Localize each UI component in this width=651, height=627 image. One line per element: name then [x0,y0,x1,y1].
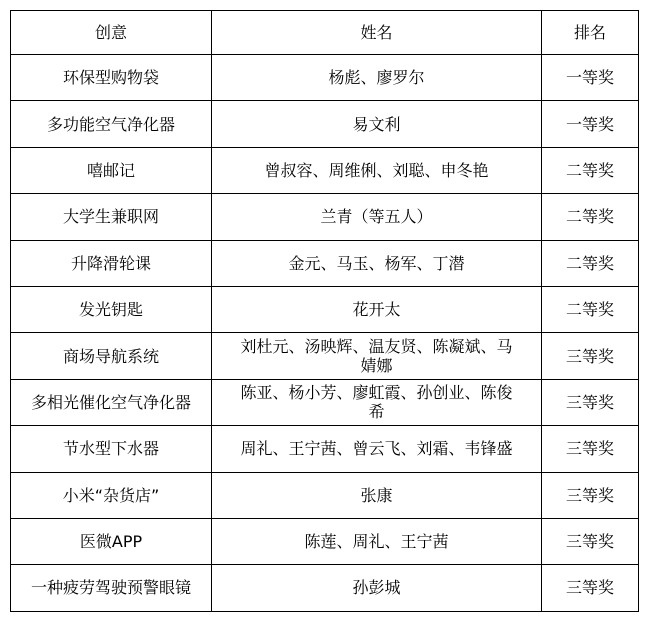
rank-cell: 二等奖 [542,147,639,193]
names-cell: 陈莲、周礼、王宁茜 [212,518,542,564]
rank-cell: 一等奖 [542,55,639,101]
rank-cell: 三等奖 [542,518,639,564]
table-row [11,426,639,472]
table-row [11,240,639,286]
idea-cell: 商场导航系统 [11,333,212,379]
table-row [11,147,639,193]
names-cell: 金元、马玉、杨军、丁潜 [212,240,542,286]
names-cell: 孙彭城 [212,565,542,611]
rank-cell: 三等奖 [542,565,639,611]
awards-table [10,10,639,612]
idea-cell: 一种疲劳驾驶预警眼镜 [11,565,212,611]
table-row [11,379,639,425]
idea-cell: 大学生兼职网 [11,194,212,240]
header-rank: 排名 [542,11,639,55]
table-row [11,101,639,147]
idea-cell: 升降滑轮课 [11,240,212,286]
rank-cell: 二等奖 [542,240,639,286]
header-row [11,11,639,55]
header-names: 姓名 [212,11,542,55]
rank-cell: 一等奖 [542,101,639,147]
names-cell: 曾叔容、周维俐、刘聪、申冬艳 [212,147,542,193]
header-idea: 创意 [11,11,212,55]
idea-cell: 多相光催化空气净化器 [11,379,212,425]
names-cell: 周礼、王宁茜、曾云飞、刘霜、韦锋盛 [212,426,542,472]
idea-cell: 医微APP [11,518,212,564]
table-row [11,333,639,379]
rank-cell: 二等奖 [542,286,639,332]
rank-cell: 三等奖 [542,472,639,518]
table-row [11,565,639,611]
table-row [11,472,639,518]
table-row [11,55,639,101]
rank-cell: 三等奖 [542,426,639,472]
names-cell: 刘杜元、汤映辉、温友贤、陈凝斌、马婧娜 [212,333,542,379]
names-cell: 易文利 [212,101,542,147]
idea-cell: 嘻邮记 [11,147,212,193]
idea-cell: 多功能空气净化器 [11,101,212,147]
idea-cell: 环保型购物袋 [11,55,212,101]
names-cell: 兰青（等五人） [212,194,542,240]
names-cell: 杨彪、廖罗尔 [212,55,542,101]
table-row [11,194,639,240]
rank-cell: 二等奖 [542,194,639,240]
idea-cell: 小米“杂货店” [11,472,212,518]
rank-cell: 三等奖 [542,333,639,379]
rank-cell: 三等奖 [542,379,639,425]
names-cell: 陈亚、杨小芳、廖虹霞、孙创业、陈俊希 [212,379,542,425]
table-row [11,518,639,564]
names-cell: 张康 [212,472,542,518]
table-row [11,286,639,332]
idea-cell: 发光钥匙 [11,286,212,332]
idea-cell: 节水型下水器 [11,426,212,472]
names-cell: 花开太 [212,286,542,332]
